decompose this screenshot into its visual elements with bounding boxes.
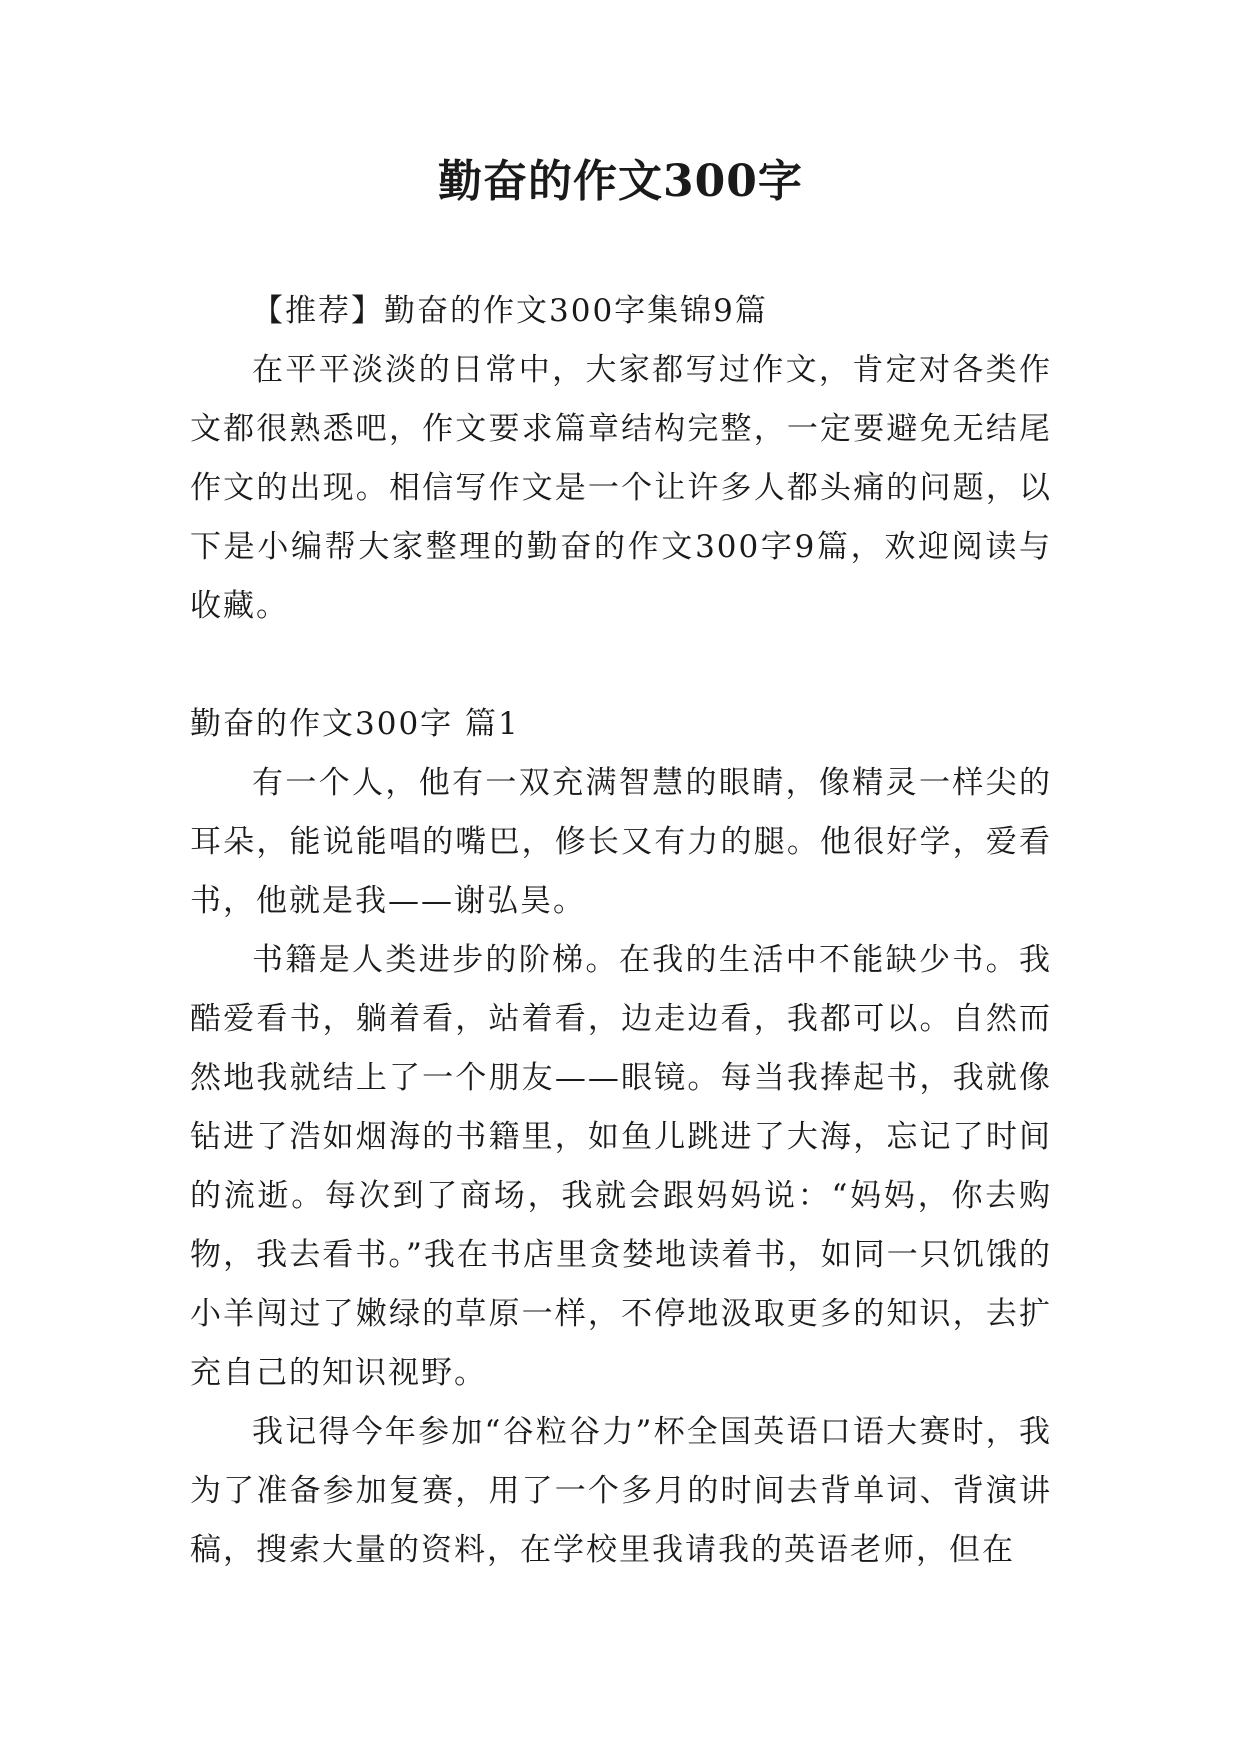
document-body [190, 282, 1052, 1580]
document-subtitle: 【推荐】勤奋的作文300字集锦9篇 [252, 293, 768, 329]
intro-paragraph: 在平平淡淡的日常中，大家都写过作文，肯定对各类作文都很熟悉吧，作文要求篇章结构完整，一定要避免无结尾作文的出现。相信写作文是一个让许多人都头痛的问题，以下是小编帮大家整理的勤奋的作文300字9篇，欢迎阅读与收藏。 [190, 352, 1052, 624]
essay-paragraph: 我记得今年参加“谷粒谷力”杯全国英语口语大赛时，我为了准备参加复赛，用了一个多月的时间去背单词、背演讲稿，搜索大量的资料，在学校里我请我的英语老师，但在 [190, 1414, 1052, 1568]
document-title: 勤奋的作文300字 [438, 156, 803, 207]
essay-paragraph: 有一个人，他有一双充满智慧的眼睛，像精灵一样尖的耳朵，能说能唱的嘴巴，修长又有力的腿。他很好学，爱看书，他就是我——谢弘昊。 [190, 765, 1052, 919]
section-spacer [190, 636, 1052, 695]
essay-paragraph: 书籍是人类进步的阶梯。在我的生活中不能缺少书。我酷爱看书，躺着看，站着看，边走边看，我都可以。自然而然地我就结上了一个朋友——眼镜。每当我捧起书，我就像钻进了浩如烟海的书籍里，如鱼儿跳进了大海，忘记了时间的流逝。每次到了商场，我就会跟妈妈说：“妈妈，你去购物，我去看书。”我在书店里贪婪地读着书，如同一只饥饿的小羊闯过了嫩绿的草原一样，不停地汲取更多的知识，去扩充自己的知识视野。 [190, 942, 1052, 1391]
section-heading: 勤奋的作文300字 篇1 [190, 706, 520, 742]
